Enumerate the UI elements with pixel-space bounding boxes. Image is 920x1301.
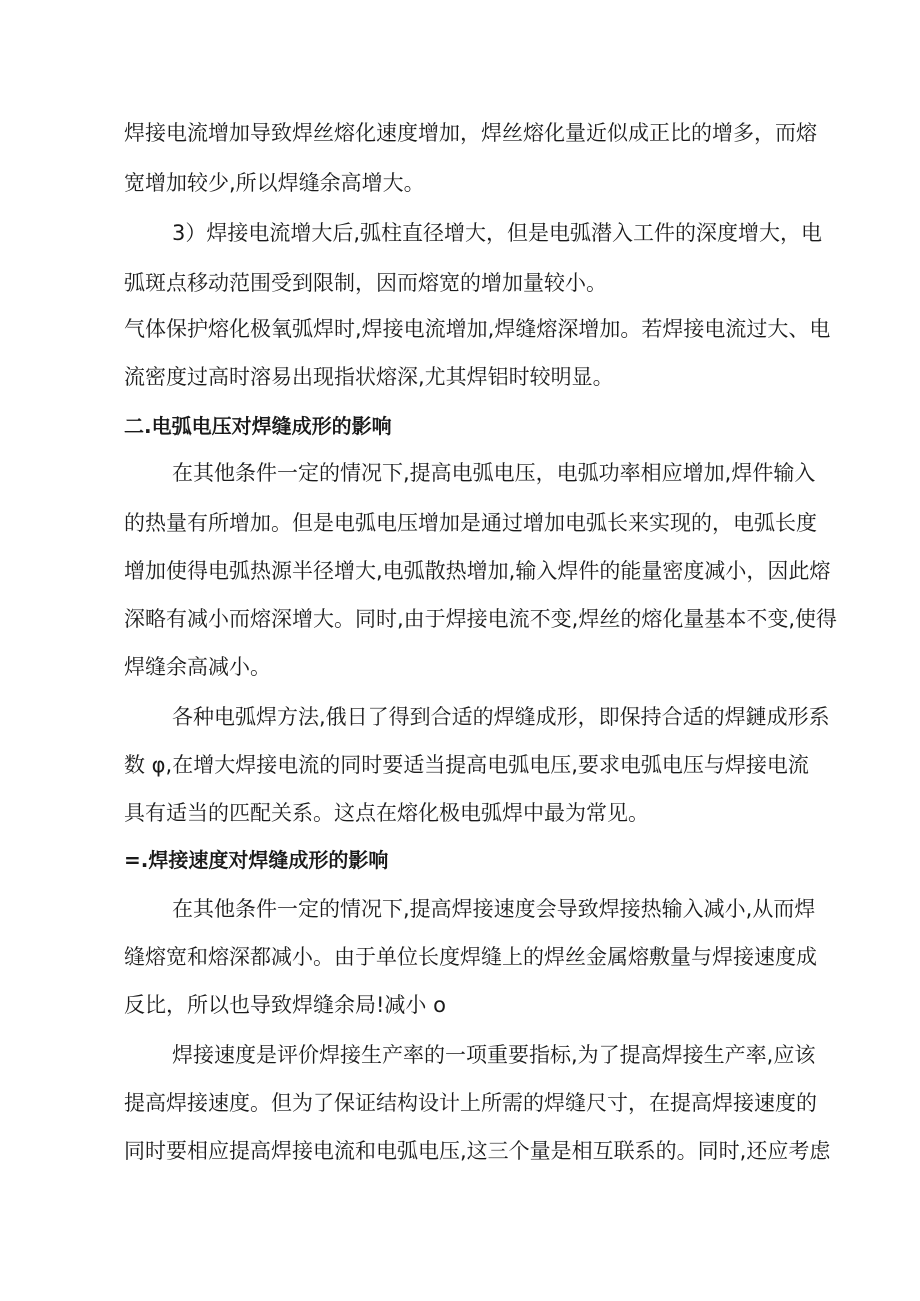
paragraph-6-line-3: 反比，所以也导致焊缝余局!减小 o <box>124 993 446 1017</box>
section-heading-3: =.焊接速度对焊缝成形的影响 <box>124 848 389 872</box>
paragraph-6-line-2: 缝熔宽和熔深都减小。由于单位长度焊缝上的焊丝金属熔敷量与焊接速度成 <box>124 945 817 969</box>
paragraph-1-line-2: 宽增加较少,所以焊缝余高增大。 <box>124 171 425 195</box>
paragraph-5-line-1: 各种电弧焊方法,俄日了得到合适的焊缝成形，即保持合适的焊鏈成形系 <box>172 705 830 729</box>
paragraph-7-line-1: 焊接速度是评价焊接生产率的一项重要指标,为了提高焊接生产率,应该 <box>172 1043 816 1067</box>
paragraph-5-line-2: 数 φ,在增大焊接电流的同时要适当提高电弧电压,要求电弧电压与焊接电流 <box>124 753 809 777</box>
paragraph-6-line-1: 在其他条件一定的情况下,提高焊接速度会导致焊接热输入减小,从而焊 <box>172 897 816 921</box>
paragraph-4-line-2: 的热量有所增加。但是电弧电压增加是通过增加电弧长来实现的，电弧长度 <box>124 511 817 535</box>
section-heading-2: 二.电弧电压对焊缝成形的影响 <box>124 414 392 438</box>
paragraph-3-line-2: 流密度过高时溶易出现指状熔深,尤其焊铝时较明显。 <box>124 365 614 389</box>
paragraph-2-line-1: 3）焊接电流增大后,弧柱直径增大，但是电弧潜入工件的深度增大，电 <box>172 221 823 245</box>
paragraph-3-line-1: 气体保护熔化极氧弧焊时,焊接电流增加,焊缝熔深增加。若焊接电流过大、电 <box>124 317 831 341</box>
paragraph-1-line-1: 焊接电流增加导致焊丝熔化速度增加，焊丝熔化量近似成正比的增多，而熔 <box>124 121 817 145</box>
paragraph-4-line-5: 焊缝余高减小。 <box>124 655 271 679</box>
paragraph-5-line-3: 具有适当的匹配关系。这点在熔化极电弧焊中最为常见。 <box>124 801 649 825</box>
paragraph-4-line-3: 增加使得电弧热源半径增大,电弧散热增加,输入焊件的能量密度减小，因此熔 <box>124 559 831 583</box>
paragraph-7-line-3: 同时要相应提高焊接电流和电弧电压,这三个量是相互联系的。同时,还应考虑 <box>124 1139 831 1163</box>
paragraph-4-line-1: 在其他条件一定的情况下,提高电弧电压，电弧功率相应增加,焊件输入 <box>172 461 816 485</box>
paragraph-4-line-4: 深略有减小而熔深增大。同时,由于焊接电流不变,焊丝的熔化量基本不变,使得 <box>124 607 838 631</box>
paragraph-7-line-2: 提高焊接速度。但为了保证结构设计上所需的焊缝尺寸，在提高焊接速度的 <box>124 1091 817 1115</box>
paragraph-2-line-2: 弧斑点移动范围受到限制，因而熔宽的增加量较小。 <box>124 271 607 295</box>
